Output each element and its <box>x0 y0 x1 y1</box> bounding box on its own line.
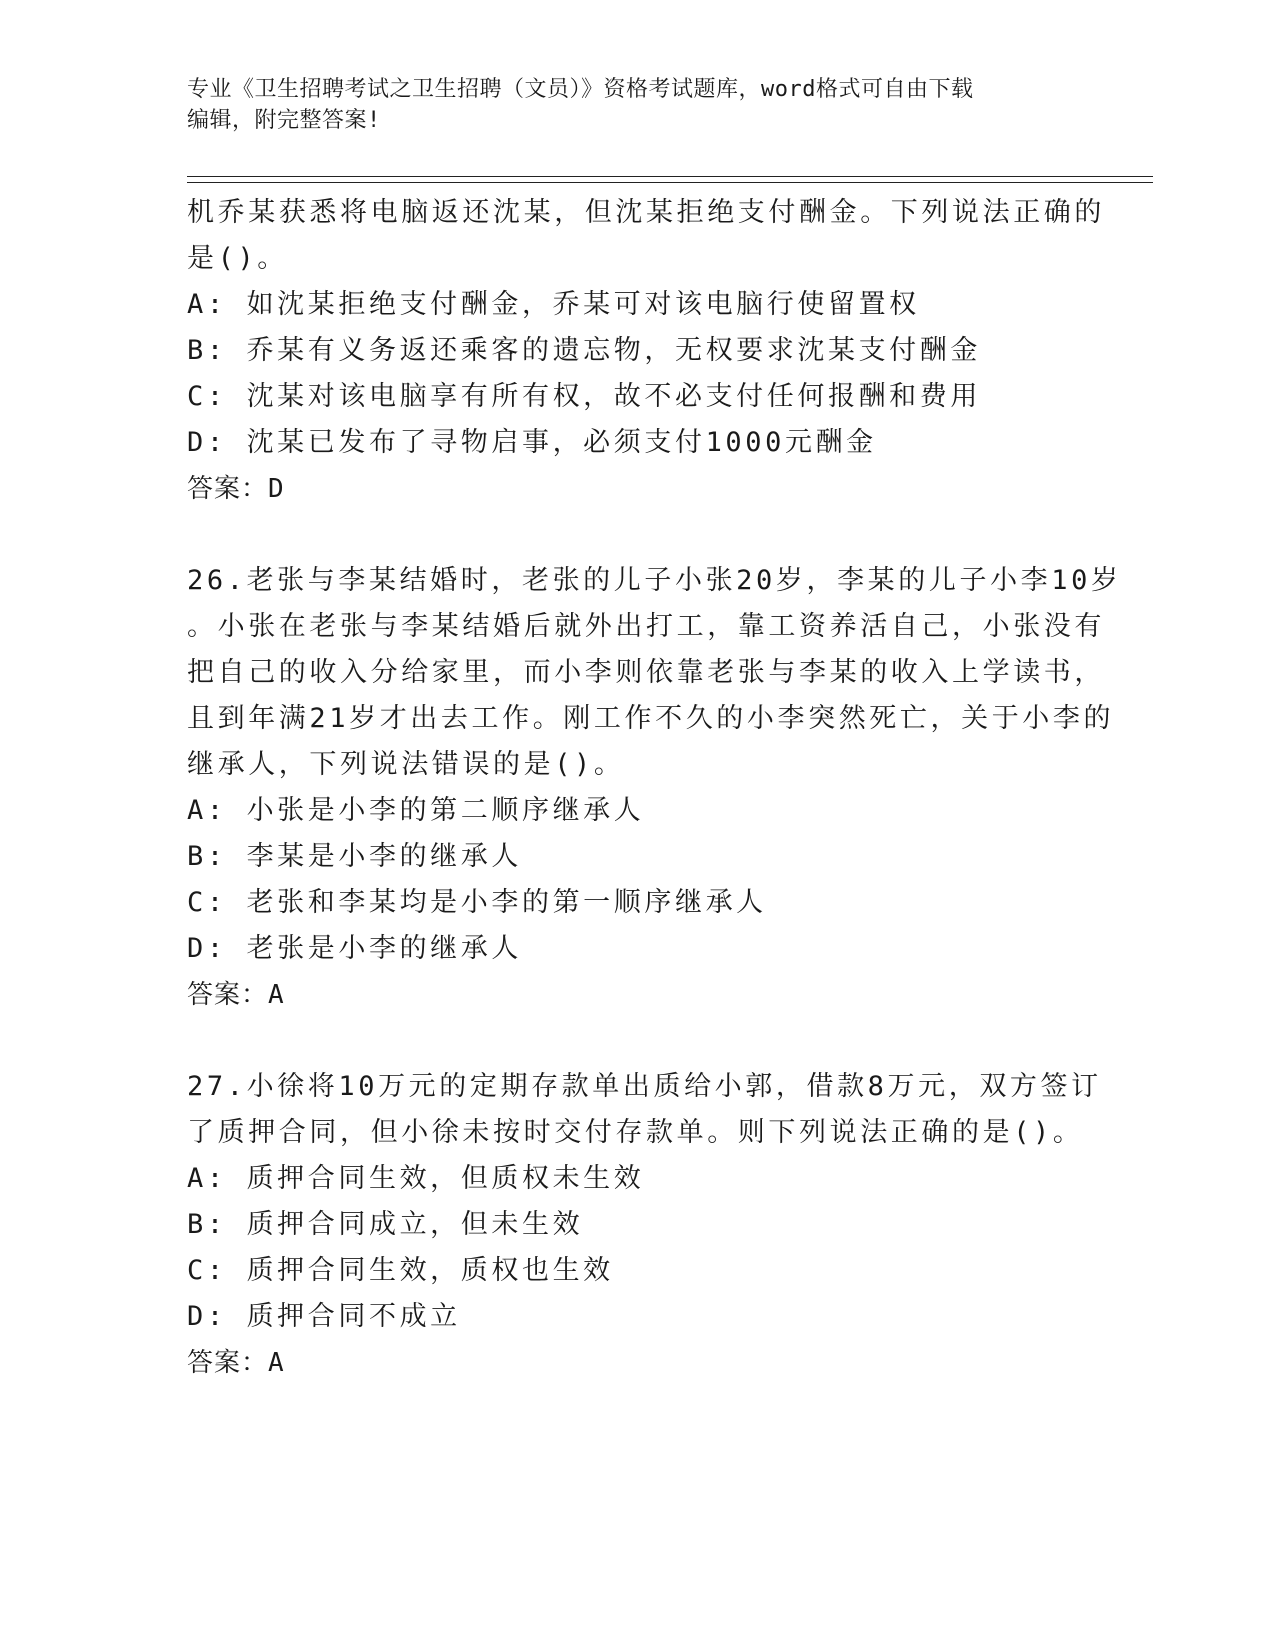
question-line: 26.老张与李某结婚时，老张的儿子小张20岁，李某的儿子小李10岁 <box>187 565 1122 596</box>
answer-label: 答案： <box>187 980 269 1010</box>
answer-line <box>187 466 1087 512</box>
answer-line <box>187 972 1087 1018</box>
block-spacer <box>187 1018 1087 1064</box>
option-d: D: 沈某已发布了寻物启事，必须支付1000元酬金 <box>187 427 877 458</box>
option-c: C: 质押合同生效，质权也生效 <box>187 1255 614 1286</box>
question-line: 是()。 <box>187 243 288 274</box>
option-b: B: 乔某有义务返还乘客的遗忘物，无权要求沈某支付酬金 <box>187 335 981 366</box>
answer-value: D <box>268 474 285 504</box>
question-block <box>187 190 1105 512</box>
block-spacer <box>187 512 1087 558</box>
option-c: C: 沈某对该电脑享有所有权，故不必支付任何报酬和费用 <box>187 381 981 412</box>
question-line: 。小张在老张与李某结婚后就外出打工，靠工资养活自己，小张没有 <box>187 611 1105 642</box>
question-text <box>187 190 1105 282</box>
header-rule-top <box>187 176 1153 177</box>
question-text <box>187 1064 1102 1156</box>
option-a: A: 如沈某拒绝支付酬金，乔某可对该电脑行使留置权 <box>187 289 920 320</box>
header-rule-bottom <box>187 182 1153 183</box>
header-line-1: 专业《卫生招聘考试之卫生招聘（文员）》资格考试题库，word格式可自由下载 <box>187 77 974 102</box>
option-b: B: 李某是小李的继承人 <box>187 841 522 872</box>
answer-line <box>187 1340 1087 1386</box>
answer-value: A <box>268 1348 285 1378</box>
question-line: 机乔某获悉将电脑返还沈某，但沈某拒绝支付酬金。下列说法正确的 <box>187 197 1105 228</box>
option-b: B: 质押合同成立，但未生效 <box>187 1209 584 1240</box>
option-c: C: 老张和李某均是小李的第一顺序继承人 <box>187 887 767 918</box>
header-line-2: 编辑，附完整答案! <box>187 108 381 133</box>
question-line: 且到年满21岁才出去工作。刚工作不久的小李突然死亡，关于小李的 <box>187 703 1115 734</box>
question-text <box>187 558 1122 788</box>
answer-label: 答案： <box>187 474 269 504</box>
question-line: 继承人，下列说法错误的是()。 <box>187 749 625 780</box>
option-d: D: 老张是小李的继承人 <box>187 933 522 964</box>
question-block <box>187 1064 1102 1386</box>
page-header <box>187 74 1087 136</box>
question-line: 了质押合同，但小徐未按时交付存款单。则下列说法正确的是()。 <box>187 1117 1084 1148</box>
answer-value: A <box>268 980 285 1010</box>
question-list <box>187 190 1122 1386</box>
option-d: D: 质押合同不成立 <box>187 1301 461 1332</box>
question-line: 27.小徐将10万元的定期存款单出质给小郭，借款8万元，双方签订 <box>187 1071 1102 1102</box>
question-block <box>187 558 1122 1018</box>
option-a: A: 小张是小李的第二顺序继承人 <box>187 795 645 826</box>
answer-label: 答案： <box>187 1348 269 1378</box>
question-line: 把自己的收入分给家里，而小李则依靠老张与李某的收入上学读书， <box>187 657 1105 688</box>
option-a: A: 质押合同生效，但质权未生效 <box>187 1163 645 1194</box>
